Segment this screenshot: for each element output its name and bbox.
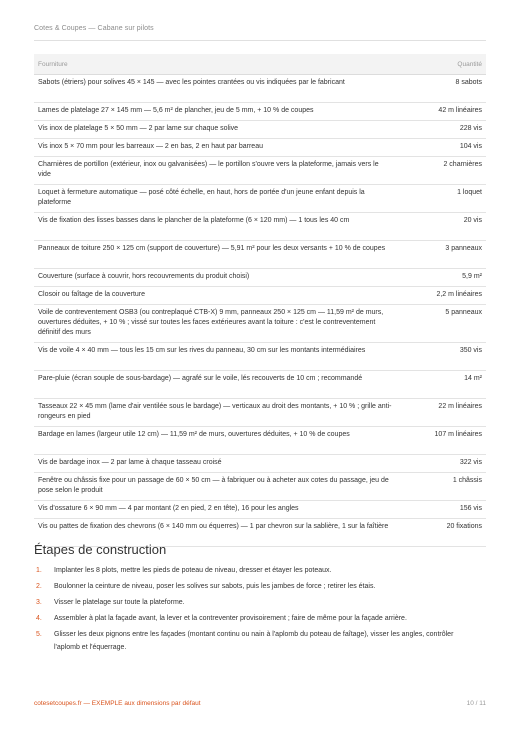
item-cell: Couverture (surface à couvrir, hors recouvrements du produit choisi) bbox=[34, 269, 396, 287]
quantity-cell: 5,9 m² bbox=[396, 269, 486, 287]
step-item bbox=[34, 596, 474, 609]
quantity-cell: 3 panneaux bbox=[396, 241, 486, 269]
item-cell: Bardage en lames (largeur utile 12 cm) — 11,59 m² de murs, ouvertures déduites, + 10 % de coupes bbox=[34, 427, 396, 455]
page-number: 10 / 11 bbox=[466, 700, 486, 707]
step-text: Implanter les 8 plots, mettre les pieds de poteau de niveau, dresser et étayer les poteaux. bbox=[54, 567, 332, 574]
item-cell: Vis de voile 4 × 40 mm — tous les 15 cm sur les rives du panneau, 30 cm sur les montants intermédiaires bbox=[34, 343, 396, 371]
step-item bbox=[34, 628, 474, 654]
step-number: 1. bbox=[36, 567, 42, 574]
table-row bbox=[34, 75, 486, 103]
table-row bbox=[34, 399, 486, 427]
quantity-cell: 14 m² bbox=[396, 371, 486, 399]
table-row bbox=[34, 269, 486, 287]
running-title: Cotes & Coupes — Cabane sur pilots bbox=[34, 25, 154, 32]
item-cell: Charnières de portillon (extérieur, inox ou galvanisées) — le portillon s'ouvre vers la plateforme, jamais vers le vide bbox=[34, 157, 396, 185]
table-row bbox=[34, 287, 486, 305]
item-cell: Panneaux de toiture 250 × 125 cm (support de couverture) — 5,91 m² pour les deux versants + 10 % de coupes bbox=[34, 241, 396, 269]
step-number: 3. bbox=[36, 599, 42, 606]
quantity-cell: 107 m linéaires bbox=[396, 427, 486, 455]
step-item bbox=[34, 580, 474, 593]
item-cell: Pare-pluie (écran souple de sous-bardage) — agrafé sur le voile, lés recouverts de 10 cm ; recommandé bbox=[34, 371, 396, 399]
item-cell: Vis ou pattes de fixation des chevrons (6 × 140 mm ou équerres) — 1 par chevron sur la sablière, 1 sur la faîtière bbox=[34, 519, 396, 547]
quantity-cell: 1 loquet bbox=[396, 185, 486, 213]
quantity-cell: 1 châssis bbox=[396, 473, 486, 501]
step-item bbox=[34, 612, 474, 625]
footer-site-link[interactable]: cotesetcoupes.fr — EXEMPLE aux dimensions par défaut bbox=[34, 700, 201, 707]
table-row bbox=[34, 455, 486, 473]
table-row bbox=[34, 427, 486, 455]
quantity-cell: 2,2 m linéaires bbox=[396, 287, 486, 305]
item-cell: Closoir ou faîtage de la couverture bbox=[34, 287, 396, 305]
step-number: 4. bbox=[36, 615, 42, 622]
item-cell: Vis inox de platelage 5 × 50 mm — 2 par lame sur chaque solive bbox=[34, 121, 396, 139]
quantity-cell: 2 charnières bbox=[396, 157, 486, 185]
step-text: Assembler à plat la façade avant, la lever et la contreventer provisoirement ; faire de même pour la façade arrière. bbox=[54, 615, 407, 622]
quantity-cell: 322 vis bbox=[396, 455, 486, 473]
table-row bbox=[34, 473, 486, 501]
column-header-quantity: Quantité bbox=[396, 54, 486, 75]
section-heading: Étapes de construction bbox=[34, 542, 167, 557]
table-row bbox=[34, 213, 486, 241]
supplies-table bbox=[34, 54, 486, 547]
table-row bbox=[34, 305, 486, 343]
quantity-cell: 8 sabots bbox=[396, 75, 486, 103]
step-number: 2. bbox=[36, 583, 42, 590]
step-text: Glisser les deux pignons entre les façades (montant continu ou nain à l'aplomb du poteau de faîtage), visser les angles, contrôler l'aplomb et l'équerrage. bbox=[54, 631, 454, 651]
item-cell: Vis d'ossature 6 × 90 mm — 4 par montant (2 en pied, 2 en tête), 16 pour les angles bbox=[34, 501, 396, 519]
quantity-cell: 20 fixations bbox=[396, 519, 486, 547]
header-divider bbox=[34, 40, 486, 41]
quantity-cell: 42 m linéaires bbox=[396, 103, 486, 121]
table-row bbox=[34, 139, 486, 157]
table-row bbox=[34, 343, 486, 371]
item-cell: Fenêtre ou châssis fixe pour un passage de 60 × 50 cm — à fabriquer ou à acheter aux cotes du passage, jeu de pose selon le produit bbox=[34, 473, 396, 501]
quantity-cell: 5 panneaux bbox=[396, 305, 486, 343]
table-row bbox=[34, 501, 486, 519]
quantity-cell: 22 m linéaires bbox=[396, 399, 486, 427]
steps-list bbox=[34, 564, 474, 657]
step-text: Boulonner la ceinture de niveau, poser les solives sur sabots, puis les jambes de force ; retirer les étais. bbox=[54, 583, 376, 590]
step-number: 5. bbox=[36, 631, 42, 638]
item-cell: Tasseaux 22 × 45 mm (lame d'air ventilée sous le bardage) — verticaux au droit des montants, + 10 % ; grille anti-rongeurs en pied bbox=[34, 399, 396, 427]
item-cell: Lames de platelage 27 × 145 mm — 5,6 m² de plancher, jeu de 5 mm, + 10 % de coupes bbox=[34, 103, 396, 121]
item-cell: Voile de contreventement OSB3 (ou contreplaqué CTB-X) 9 mm, panneaux 250 × 125 cm — 11,59 m² de murs, ouvertures déduites, + 10 % ; vissé sur toutes les faces extérieures avant la toiture : c'est le contreventement définitif des murs bbox=[34, 305, 396, 343]
quantity-cell: 20 vis bbox=[396, 213, 486, 241]
table-row bbox=[34, 157, 486, 185]
table-row bbox=[34, 121, 486, 139]
quantity-cell: 228 vis bbox=[396, 121, 486, 139]
column-header-item: Fourniture bbox=[34, 54, 396, 75]
item-cell: Vis de bardage inox — 2 par lame à chaque tasseau croisé bbox=[34, 455, 396, 473]
quantity-cell: 350 vis bbox=[396, 343, 486, 371]
table-row bbox=[34, 241, 486, 269]
quantity-cell: 104 vis bbox=[396, 139, 486, 157]
item-cell: Loquet à fermeture automatique — posé côté échelle, en haut, hors de portée d'un jeune enfant depuis la plateforme bbox=[34, 185, 396, 213]
step-text: Visser le platelage sur toute la plateforme. bbox=[54, 599, 185, 606]
item-cell: Sabots (étriers) pour solives 45 × 145 — avec les pointes crantées ou vis indiquées par le fabricant bbox=[34, 75, 396, 103]
table-row bbox=[34, 185, 486, 213]
table-row bbox=[34, 371, 486, 399]
table-row bbox=[34, 103, 486, 121]
item-cell: Vis de fixation des lisses basses dans le plancher de la plateforme (6 × 120 mm) — 1 tous les 40 cm bbox=[34, 213, 396, 241]
table-header-row bbox=[34, 54, 486, 75]
quantity-cell: 156 vis bbox=[396, 501, 486, 519]
item-cell: Vis inox 5 × 70 mm pour les barreaux — 2 en bas, 2 en haut par barreau bbox=[34, 139, 396, 157]
step-item bbox=[34, 564, 474, 577]
